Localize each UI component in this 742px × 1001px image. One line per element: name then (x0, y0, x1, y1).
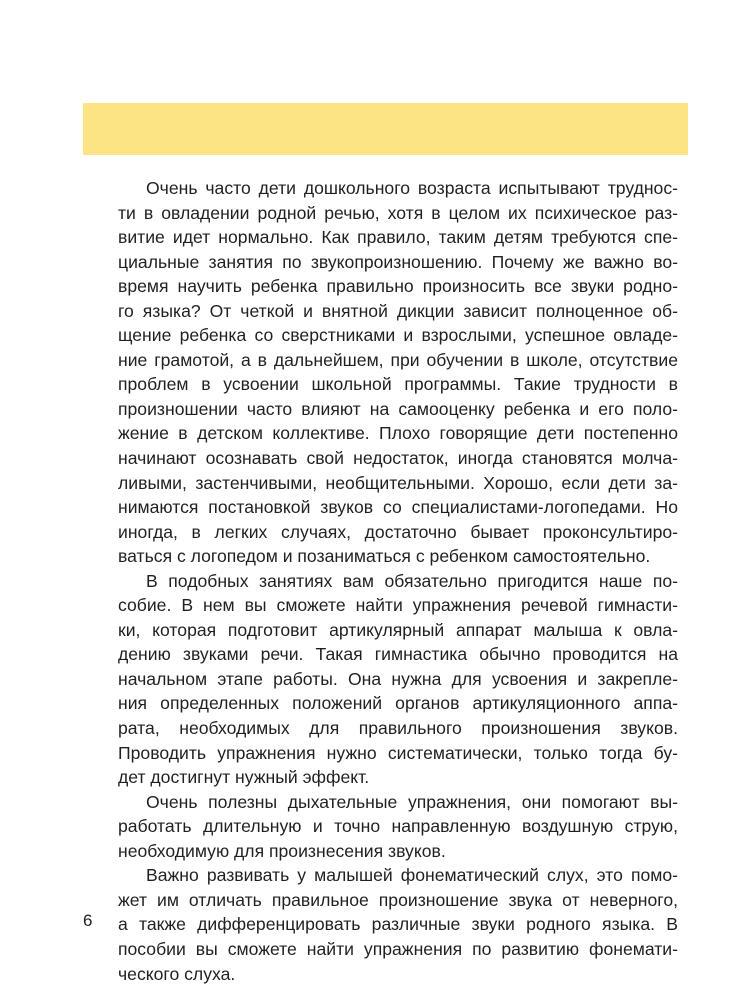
text-line: работать длительную и точно направленную воздушную струю, (118, 816, 678, 837)
paragraph-3 (118, 790, 678, 864)
text-line: время научить ребенка правильно произносить все звуки родно- (118, 276, 678, 297)
text-line: собие. В нем вы сможете найти упражнения речевой гимнасти- (118, 595, 678, 616)
text-line: ваться с логопедом и позаниматься с ребенком самостоятельно. (118, 546, 651, 567)
text-line: ние грамотой, а в дальнейшем, при обучении в школе, отсутствие (118, 349, 678, 370)
text-line: Проводить упражнения нужно систематически, только тогда бу- (118, 742, 678, 763)
text-line: иногда, в легких случаях, достаточно бывает проконсультиро- (118, 521, 678, 542)
text-line: ливыми, застенчивыми, необщительными. Хорошо, если дети за- (118, 472, 678, 493)
text-line: ти в овладении родной речью, хотя в целом их психическое раз- (118, 202, 678, 223)
text-line: пособии вы сможете найти упражнения по развитию фонемати- (118, 938, 678, 959)
text-line: нимаются постановкой звуков со специалистами-логопедами. Но (118, 497, 678, 518)
text-line: дению звуками речи. Такая гимнастика обычно проводится на (118, 644, 678, 665)
text-line: ческого слуха. (118, 963, 236, 984)
text-line: проблем в усвоении школьной программы. Такие трудности в (118, 374, 678, 395)
text-line: Очень часто дети дошкольного возраста испытывают труднос- (146, 178, 678, 198)
text-line: щение ребенка со сверстниками и взрослыми, успешное овладе- (118, 325, 678, 346)
page-number: 6 (83, 911, 93, 930)
text-line: а также дифференцировать различные звуки родного языка. В (118, 914, 678, 935)
text-line: ки, которая подготовит артикулярный аппарат малыша к овла- (118, 619, 678, 640)
text-line: жение в детском коллективе. Плохо говорящие дети постепенно (118, 423, 678, 444)
text-line: жет им отличать правильное произношение звука от неверного, (118, 889, 678, 910)
text-line: рата, необходимых для правильного произношения звуков. (118, 718, 678, 739)
text-line: начинают осознавать свой недостаток, иногда становятся молча- (118, 448, 678, 469)
text-line: начальном этапе работы. Она нужна для усвоения и закрепле- (118, 668, 678, 689)
text-line: циальные занятия по звукопроизношению. Почему же важно во- (118, 251, 678, 272)
paragraph-4 (118, 863, 678, 986)
text-line: го языка? От четкой и внятной дикции зависит полноценное об- (118, 300, 678, 321)
text-line: В подобных занятиях вам обязательно пригодится наше по- (146, 570, 678, 591)
text-line: Очень полезны дыхательные упражнения, они помогают вы- (146, 791, 678, 812)
body-text (118, 176, 678, 986)
text-line: ния определенных положений органов артикуляционного аппа- (118, 693, 678, 714)
paragraph-2 (118, 569, 678, 790)
text-line: дет достигнут нужный эффект. (118, 767, 370, 788)
text-line: произношении часто влияют на самооценку ребенка и его поло- (118, 398, 678, 419)
text-line: Важно развивать у малышей фонематический слух, это помо- (146, 865, 678, 886)
text-line: витие идет нормально. Как правило, таким детям требуются спе- (118, 227, 678, 248)
header-banner (83, 103, 688, 155)
text-line: необходимую для произнесения звуков. (118, 840, 446, 861)
paragraph-1 (118, 176, 678, 569)
